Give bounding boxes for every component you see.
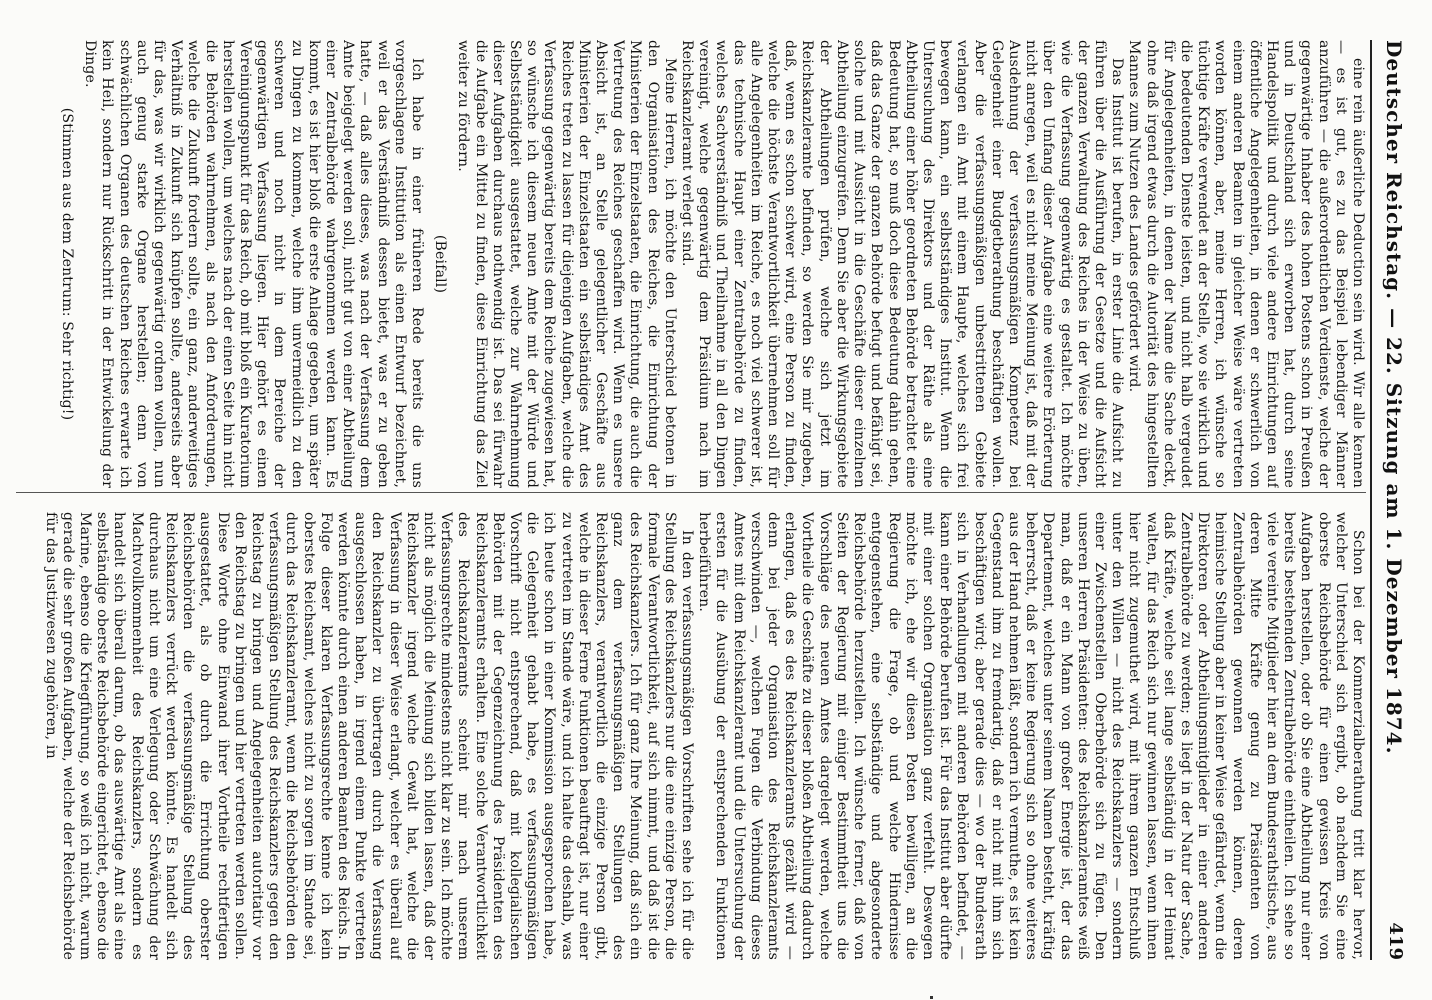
scan-speck [930,996,933,999]
paragraph: Schon bei der Kommerzialberathung tritt klar hervor, welcher Unterschied sich ergibt, ob nachdem Sie eine oberste Reichsbehörde für einen gewissen Kreis von Aufgaben herstellen, oder ob Sie eine Abtheilung nur einer bereits bestehenden Zentralbehörde eintheilen. Ich sehe so viele vereinte Mitglieder hier an dem Bundesrathstische, aus deren Mitte Kräfte genug zu Präsidenten von Zentralbehörden gewonnen werden können, deren heimische Stellung aber in keiner Weise gefährdet, wenn die Direktoren oder Abtheilungsmitglieder in einer anderen Zentralbehörde zu werden; es liegt in der Natur der Sache, daß Kräfte, welche seit lange selbständig in der Heimat walten, für das Reich sich nur gewinnen lassen, wenn ihnen hier nicht zugemuthet wird, mit ihrem ganzen Entschluß unter den Willen — nicht des Reichskanzlers — sondern einer Zwischenstellen Oberbehörde sich zu fügen. Den unseren Herren Präsidenten: des Reichskanzleramtes weiß man, daß er ein Mann von großer Energie ist, der das Departement, welches unter seinem Namen besteht, kräftig beherrscht, daß er keine Regierung sich so ohne weiteres aus der Hand nehmen läßt, sondern ich vermuthe, es ist kein Gegenstand ihm zu fremdartig, daß er nicht mit ihm sich beschäftigen wird; aber gerade dies — wo der Bundesrath sich in Verhandlungen mit anderen Behörden befindet, — kann einer Behörde berufen ist. Für das Institut aber dürfte mit einer solchen Organisation ganz verfehlt. Deswegen möchte ich, ehe wir diesen Posten bewilligen, an die Regierung die Frage, ob und welche Hindernisse entgegenstehen, eine selbständige und abgesonderte Reichsbehörde herzustellen. Ich wünsche ferner, daß von Seiten der Regierung mit einiger Bestimmtheit uns die Vorschläge des neuen Amtes dargelegt werden, welche Vortheile die Geschäfte zu dieser bloßen Abtheilung dadurch erlangen, daß es des Reichskanzleramts gezählt wird — denn bei jeder Organisation des Reichskanzleramts verschwinden —, welchen Fugen die Verbindung dieses Amtes mit dem Reichskanzleramt und die Untersuchung der ersten für die Ausübung der entsprechenden Funktionen herbeiführen. [696,512,1366,960]
paragraph: Meine Herren, ich möchte den Unterschied betonen in den Organisationen des Reiches, die Einrichtung der Ministerien der Einzelstaaten, die Einrichtung, die auch die Vertretung des Reiches geschaffen wird. Wenn es unsere Absicht ist, an Stelle gelegentlicher Geschäfte aus Ministerien der Einzelstaaten ein selbständiges Amt des Reiches treten zu lassen für diejenigen Aufgaben, welche die Verfassung gegenwärtig bereits dem Reiche zugewiesen hat, so wünsche ich diesem neuen Amte mit der Würde und Selbstständigkeit ausgestattet, welche zur Wahrnehmung dieser Aufgaben durchaus nothwendig ist. Das sei fürwahr die Aufgabe ein Mittel zu finden, diese Einrichtung das Ziel weiter zu fördern. [455,40,678,488]
header-title: Deutscher Reichstag. — 22. Sitzung am 1. Dezember 1874. [1382,40,1406,755]
paragraph: Ich habe in einer früheren Rede bereits die uns vorgeschlagene Institution als einen Entwurf bezeichnet, weil er das Verständniß dessen bietet, was er zu geben hatte, — daß alles dieses, was nach der Verfassung dem Amte beigelegt werden soll, nicht gut von einer Abtheilung einer Zentralbehörde wahrgenommen werden kann. Es kommt, es ist hier bloß die erste Anlage gegeben, um später zu Dingen zu kommen, welche ihm unvermeidlich zu den schweren und noch nicht in dem Bereiche der gegenwärtigen Verfassung liegen. Hier gehört es einen Vereinigungspunkt für das Reich, ob mit bloß ein Kuratorium herstellen wollen, um welches nach der einen Seite hin nicht die Behörden wahrnehmen, als nach den Anforderungen, welche die Zukunft fordern sollte, ein ganz, anderweitiges Verhältniß in Zukunft sich knüpfen sollte, anderseits aber für das, was wir wirklich gegenwärtig ordnen wollen, nun auch genug starke Organe herstellen; denn von schwächlichen Organen des deutschen Reiches erwarte ich kein Heil, sondern nur Rückschritt in der Entwickelung der Dinge. [82,40,426,488]
applause-note: (Beifall) [432,234,449,294]
right-text-column [41,512,1366,960]
paragraph: In den verfassungsmäßigen Vorschriften sehe ich für die Stellung des Reichskanzlers nur die eine einzige Person, die formale Verantwortlichkeit, auf sich nimmt, und daß ist die des Reichskanzlers. Ich für ganz Ihre Meinung, daß sich ein ganz dem verfassungsmäßigen Stellungen des Reichskanzlers, verantwortlich die einzige Person gibt, welche in dieser Ferne Funktionen beauftragt ist, nur einer zu vertreten im Stande wäre, und ich halte das deshalb, was ich heute schon in einer Kommission ausgesprochen habe, die Gelegenheit gehabt habe, es verfassungsmäßigen Vorschrift nicht entsprechend, daß mit kollegialischen Behörden mit der Gegenzeichnung des Präsidenten des Reichskanzleramts erhalten. Eine solche Verantwortlichkeit des Reichskanzleramts scheint mir nach unserem Verfassungsrechte mindestens nicht klar zu sein. Ich möchte nicht als möglich die Meinung sich bilden lassen, daß der Reichskanzler irgend welche Gewalt hat, welche die Verfassung in dieser Weise erlangt, welcher es überall auf den Reichskanzler zu übertragen durch die Verfassung ausgeschlossen haben, in irgend einem Punkte vertreten werden könnte durch einen anderen Beamten des Reichs. In Folge dieser klaren Verfassungsrechte kenne ich kein oberstes Reichsamt, welches nicht zu sorgen im Stande sei, durch das Reichskanzleramt, wenn die Reichsbehörden den verfassungsmäßigen Stellung des Reichskanzlers gegen den Reichstag zu bringen und Angelegenheiten autoritativ vor den Reichstag zu bringen und hier vertreten werden sollen. Diese Worte ohne Einwand ihrer Vortheile rechtfertigen ausgestattet, als ob durch die Errichtung oberster Reichsbehörden die verfassungsmäßige Stellung des Reichskanzlers verrückt werden könnte. Es handelt sich durchaus nicht um eine Verlegung oder Schwächung der Machtvollkommenheit des Reichskanzlers, sondern es handelt sich überall darum, ob das auswärtige Amt als eine selbständige oberste Reichsbehörde eingerichtet, ebenso die Marine, ebenso die Kriegführung, so weiß ich nicht, warum gerade die sehr großen Aufgaben, welche der Reichsbehörde für das Justizwesen zugehören, in [42,512,696,960]
page-header [1376,40,1408,960]
header-rule [1370,40,1372,960]
column-divider [16,492,1366,493]
page-number: 419 [1385,922,1406,960]
interjection-note: (Stimmen aus dem Zentrum: Sehr richtig!) [58,107,75,421]
paragraph: Das Institut ist berufen, in erster Linie die Aufsicht zu führen über die Ausführung der Gesetze und die Aufsicht der ganzen Verwaltung des Reiches in der Weise zu üben, wie die Verfassung gegenwärtig es gestaltet. Ich möchte über den Umfang dieser Aufgabe eine weitere Erörterung nicht anregen, weil es nicht meine Meinung ist, daß mit der Ausdehnung der verfassungsmäßigen Kompetenz bei Gelegenheit einer Budgetberathung beschäftigen wollen. Aber die verfassungsmäßigen unbestrittenen Gebiete verlangen ein Amt mit einem Haupte, welches sich frei bewegen kann, ein selbstständiges Institut. Wenn die Untersuchung des Direktors und der Räthe als eine Abtheilung einer höher geordneten Behörde betrachtet eine Bedeutung hat, so muß doch diese Bedeutung dahin gehen, daß das Ganze der ganzen Behörde befugt und befähigt sei, solche und mit Aussicht in die Geschäfte dieser einzelnen Abtheilung einzugreifen. Denn Sie aber die Wirkungsgebiete der Abtheilungen prüfen, welche sich jetzt im Reichskanzleramte befinden, so werden Sie mir zugeben, daß, wenn es schon schwer wird, eine Person zu finden, welche die höchste Verantwortlichkeit übernehmen soll für alle Angelegenheiten im Reiche, es noch viel schwerer ist, das technische Haupt einer Zentralbehörde zu finden, welches Sachverständniß und Theilnahme in all den Dingen vereinigt, welche gegenwärtig dem Präsidium nach im Reichskanzleramt verlegt sind. [679,40,1126,488]
left-text-column [52,40,1366,488]
paragraph: eine rein äußerliche Deduction sein wird. Wir alle kennen — es ist gut, es zu das Beispiel lebendiger Männer anzuführen — die außerordentlichen Verdienste, welche der gegenwärtige Inhaber des hohen Postens schon in Preußen und in Deutschland sich erworben hat, durch seine Handelspolitik und durch viele andere Einrichtungen auf öffentliche Angelegenheiten, in denen er schwerlich von einem anderen Beamten in gleicher Weise wäre vertreten worden können, aber, meine Herren, ich wünsche so tüchtige Kräfte verwendet an der Stelle, wo sie wirklich und die bedeutenden Dienste leisten, und nicht halb vergeudet für Angelegenheiten, in denen der Name die Sache deckt, ohne daß irgend etwas durch die Autorität des hingestellten Mannes zum Nutzen des Landes gefördert wird. [1126,40,1366,488]
